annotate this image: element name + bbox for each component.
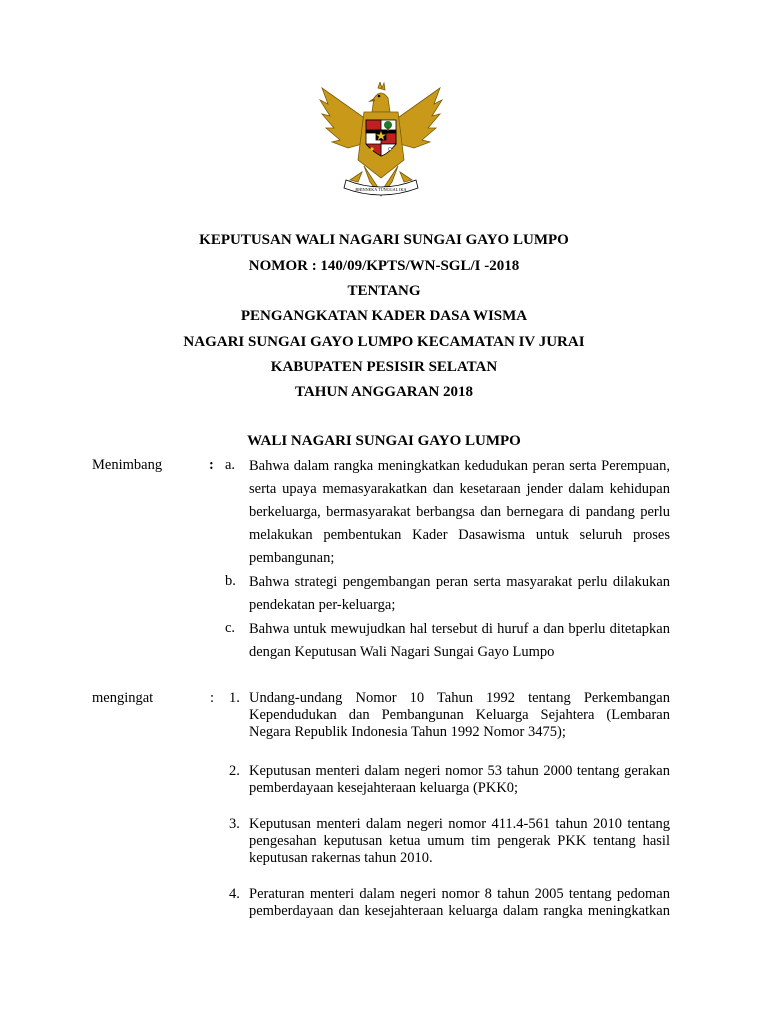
list-marker: 3.	[229, 816, 240, 832]
decree-location: NAGARI SUNGAI GAYO LUMPO KECAMATAN IV JURAI	[183, 334, 585, 350]
menimbang-item-b: Bahwa strategi pengembangan peran serta masyarakat perlu dilakukan pendekatan per-keluarga;	[249, 574, 670, 613]
ribbon-motto: BHINNEKA TUNGGAL IKA	[355, 187, 407, 192]
decree-regency: KABUPATEN PESISIR SELATAN	[270, 359, 498, 375]
decree-subject: PENGANGKATAN KADER DASA WISMA	[240, 308, 528, 324]
mengingat-item-3: Keputusan menteri dalam negeri nomor 411.4-561 tahun 2010 tentang pengesahan keputusan ketua umum tim pengerak PKK tentang hasil keputusan rakernas tahun 2010.	[249, 816, 670, 866]
menimbang-colon: :	[209, 457, 214, 473]
issuer-heading: WALI NAGARI SUNGAI GAYO LUMPO	[247, 433, 521, 449]
list-marker: 2.	[229, 763, 240, 779]
list-marker: c.	[225, 620, 236, 636]
decree-fiscal-year: TAHUN ANGGARAN 2018	[294, 384, 474, 400]
mengingat-item-1: Undang-undang Nomor 10 Tahun 1992 tentang Perkembangan Kependudukan dan Pembangunan Keluarga Sejahtera (Lembaran Negara Republik Indonesia Tahun 1992 Nomor 3475);	[249, 690, 670, 740]
garuda-emblem-icon	[318, 82, 444, 206]
mengingat-label: mengingat	[92, 690, 154, 706]
list-marker: a.	[225, 457, 236, 473]
menimbang-item-c: Bahwa untuk mewujudkan hal tersebut di huruf a dan bperlu ditetapkan dengan Keputusan Wali Nagari Sungai Gayo Lumpo	[249, 621, 670, 660]
list-marker: b.	[225, 573, 236, 589]
mengingat-item-4: Peraturan menteri dalam negeri nomor 8 tahun 2005 tentang pedoman pemberdayaan dan kesejahteraan keluarga dalam rangka meningkatkan	[249, 886, 670, 919]
menimbang-label: Menimbang	[92, 457, 163, 473]
list-marker: 1.	[229, 690, 240, 706]
decree-title: KEPUTUSAN WALI NAGARI SUNGAI GAYO LUMPO	[199, 232, 569, 248]
list-marker: 4.	[229, 886, 240, 902]
menimbang-item-a: Bahwa dalam rangka meningkatkan kedudukan peran serta Perempuan, serta upaya memasyarakatkan dan kesetaraan jender dalam kehidupan berkeluarga, bermasyarakat berbangsa dan bernegara di pandang perlu melakukan pembentukan Kader Dasawisma untuk seluruh proses pembangunan;	[249, 458, 670, 566]
decree-number: NOMOR : 140/09/KPTS/WN-SGL/I -2018	[248, 258, 520, 274]
decree-tentang: TENTANG	[347, 283, 421, 299]
mengingat-colon: :	[210, 690, 215, 706]
mengingat-item-2: Keputusan menteri dalam negeri nomor 53 tahun 2000 tentang gerakan pemberdayaan kesejahteraan keluarga (PKK0;	[249, 763, 670, 796]
